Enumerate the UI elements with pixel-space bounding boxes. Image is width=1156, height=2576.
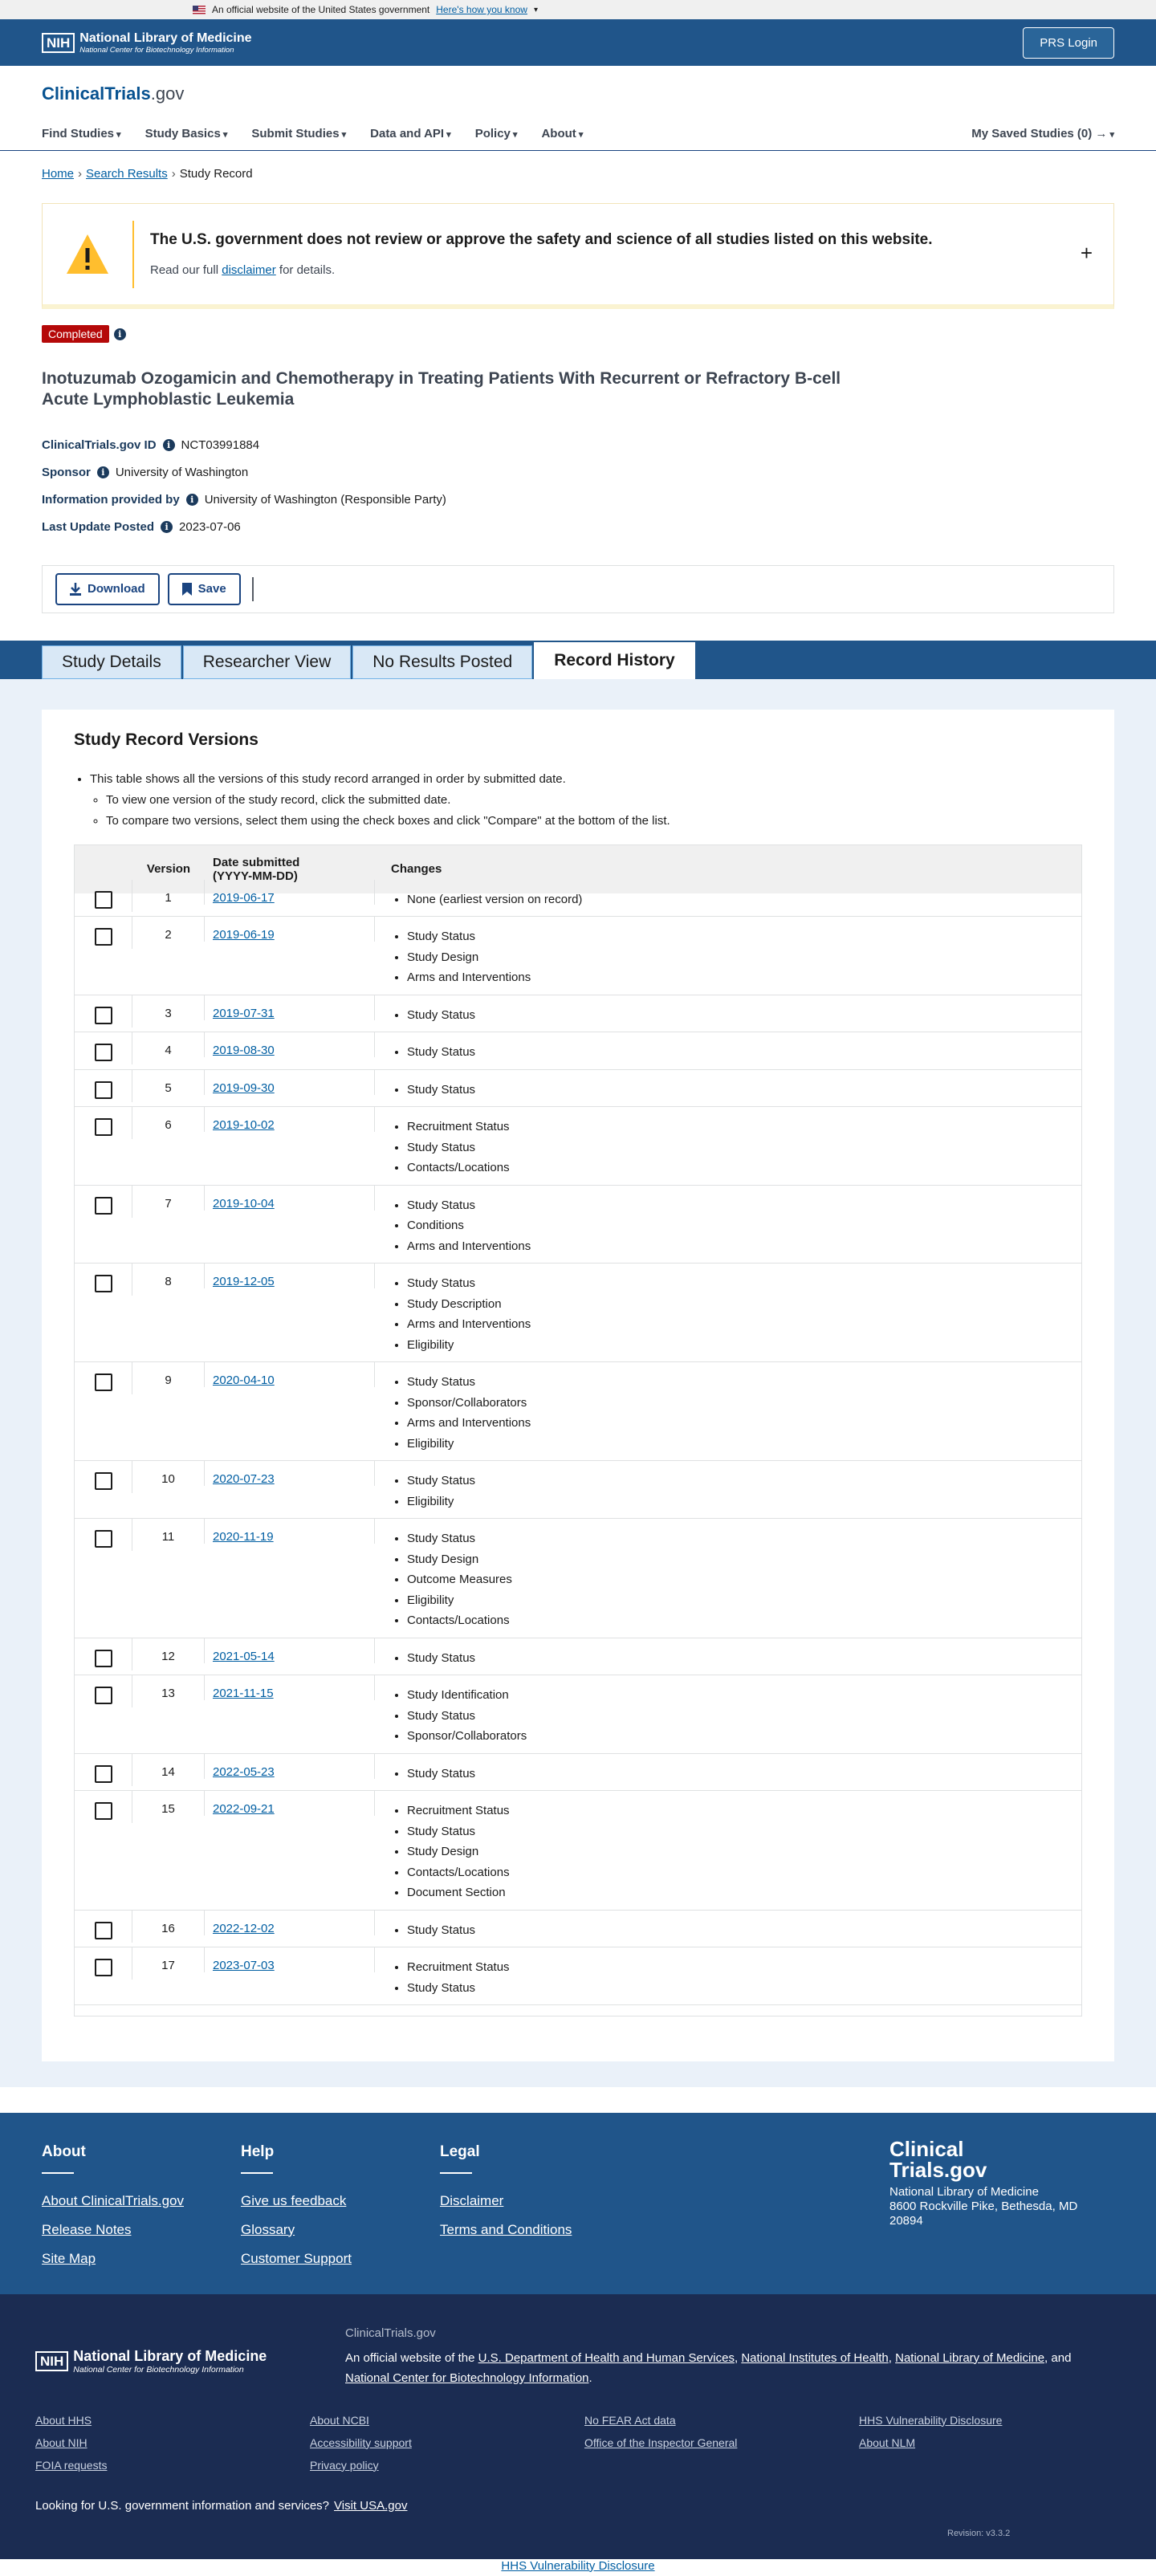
footer-brand: Clinical Trials.gov National Library of Medicine 8600 Rockville Pike, Bethesda, MD 20894: [889, 2139, 1098, 2228]
hhs-link[interactable]: U.S. Department of Health and Human Services: [478, 2350, 735, 2365]
table-row: [75, 1638, 1081, 1676]
version-date-link[interactable]: 2023-07-03: [213, 1959, 275, 1972]
prs-login-button[interactable]: PRS Login: [1023, 27, 1114, 59]
info-icon[interactable]: i: [163, 439, 175, 451]
changes-cell: [375, 1032, 1081, 1069]
record-history-section: [0, 679, 1156, 2087]
nav-about[interactable]: About ▾: [541, 127, 583, 140]
nih-link[interactable]: National Institutes of Health: [741, 2350, 889, 2365]
table-row: [75, 1791, 1081, 1911]
nlm-link[interactable]: National Library of Medicine: [895, 2350, 1045, 2365]
info-icon[interactable]: i: [186, 494, 198, 506]
change-item: • Eligibility: [407, 1491, 1081, 1512]
version-date-link[interactable]: 2019-10-02: [213, 1118, 275, 1132]
version-number: 8: [132, 1264, 205, 1288]
date-cell: [205, 1675, 375, 1700]
instruction-compare: ◦ To compare two versions, select them using the check boxes and click "Compare" at the bottom of the list.: [106, 811, 1082, 832]
disclaimer-banner: [42, 203, 1114, 309]
footer-link[interactable]: Terms and Conditions: [440, 2221, 572, 2237]
change-item: • Study Status: [407, 1080, 1081, 1101]
nlm-link-item[interactable]: Office of the Inspector General: [584, 2436, 738, 2449]
disclaimer-divider: [132, 221, 134, 288]
status-badge: Completed: [42, 325, 109, 343]
footer-logo-1: Clinical: [889, 2136, 964, 2161]
table-row: [75, 1264, 1081, 1362]
version-date-link[interactable]: 2020-07-23: [213, 1472, 275, 1486]
version-checkbox[interactable]: [95, 1530, 112, 1548]
change-item: • Contacts/Locations: [407, 1610, 1081, 1631]
breadcrumb-home[interactable]: Home: [42, 167, 75, 181]
change-item: • Contacts/Locations: [407, 1862, 1081, 1883]
changes-cell: [375, 1519, 1081, 1638]
footer-link[interactable]: About ClinicalTrials.gov: [42, 2192, 184, 2208]
version-number: 11: [132, 1519, 205, 1544]
date-cell: [205, 1947, 375, 1972]
change-item: • Study Status: [407, 1528, 1081, 1549]
nlm-link-item[interactable]: About HHS: [35, 2413, 92, 2427]
change-item: • Study Status: [407, 926, 1081, 947]
date-cell: [205, 1461, 375, 1486]
info-icon[interactable]: i: [114, 328, 126, 340]
change-item: • Study Description: [407, 1294, 1081, 1315]
version-number: 13: [132, 1675, 205, 1700]
date-cell: [205, 1107, 375, 1132]
row-checkbox-cell: [75, 1638, 132, 1671]
date-cell: [205, 1638, 375, 1663]
changes-cell: [375, 1754, 1081, 1791]
disclaimer-text: Read our full disclaimer for details.: [150, 263, 336, 277]
changes-cell: [375, 1070, 1081, 1107]
date-cell: [205, 1519, 375, 1544]
change-item: • Study Status: [407, 1821, 1081, 1842]
nih-logo[interactable]: [42, 31, 252, 55]
table-row: [75, 1754, 1081, 1792]
download-button[interactable]: Download: [55, 573, 160, 605]
changes-cell: [375, 1186, 1081, 1264]
date-cell: [205, 1070, 375, 1095]
row-checkbox-cell: [75, 917, 132, 949]
table-row: [75, 1461, 1081, 1519]
row-checkbox-cell: [75, 1519, 132, 1551]
study-tabs: [0, 641, 1156, 679]
version-checkbox[interactable]: [95, 1044, 112, 1061]
version-checkbox[interactable]: [95, 1197, 112, 1215]
footer-legal: Legal Disclaimer Terms and Conditions: [440, 2143, 639, 2264]
footer-link[interactable]: Customer Support: [241, 2250, 352, 2266]
download-icon: [70, 583, 81, 596]
tab-record-history[interactable]: Record History: [534, 642, 695, 679]
version-checkbox[interactable]: [95, 1081, 112, 1099]
change-item: • Arms and Interventions: [407, 967, 1081, 988]
row-checkbox-cell: [75, 1675, 132, 1707]
change-item: • Study Status: [407, 1042, 1081, 1063]
breadcrumb-current: Study Record: [179, 167, 253, 181]
changes-cell: [375, 1638, 1081, 1675]
changes-cell: [375, 1362, 1081, 1460]
info-icon[interactable]: i: [97, 466, 109, 478]
date-cell: [205, 1264, 375, 1288]
nlm-link-item[interactable]: Accessibility support: [310, 2436, 412, 2449]
meta-row: [42, 514, 1114, 541]
change-item: • Recruitment Status: [407, 1117, 1081, 1137]
change-item: • Outcome Measures: [407, 1569, 1081, 1590]
study-meta: [42, 432, 1114, 541]
changes-cell: [375, 1947, 1081, 2004]
row-checkbox-cell: [75, 1791, 132, 1823]
footer-link[interactable]: Disclaimer: [440, 2192, 504, 2208]
meta-value: University of Washington (Responsible Party): [204, 493, 446, 507]
nlm-link-item[interactable]: About NIH: [35, 2436, 88, 2449]
version-checkbox[interactable]: [95, 1765, 112, 1783]
version-checkbox[interactable]: [95, 1922, 112, 1939]
version-date-link[interactable]: 2021-11-15: [213, 1687, 274, 1700]
version-number: 6: [132, 1107, 205, 1132]
change-item: • Arms and Interventions: [407, 1314, 1081, 1335]
version-date-link[interactable]: 2019-09-30: [213, 1080, 275, 1095]
tab-no-results-posted[interactable]: No Results Posted: [352, 645, 532, 679]
nlm-logo[interactable]: NIH National Library of Medicine National Center for Biotechnology Information: [35, 2334, 297, 2388]
version-date-link[interactable]: 2019-08-30: [213, 1044, 275, 1057]
revision: Revision: v3.3.2: [947, 2528, 1011, 2538]
row-checkbox-cell: [75, 1264, 132, 1296]
date-cell: [205, 880, 375, 905]
date-cell: [205, 1186, 375, 1211]
version-number: 10: [132, 1461, 205, 1486]
footer-link[interactable]: Glossary: [241, 2221, 295, 2237]
version-number: 3: [132, 995, 205, 1020]
row-checkbox-cell: [75, 1362, 132, 1394]
change-item: • Conditions: [407, 1215, 1081, 1236]
row-checkbox-cell: [75, 1754, 132, 1786]
table-row: [75, 1070, 1081, 1108]
disclaimer-title: The U.S. government does not review or approve the safety and science of all studies listed on this website.: [150, 231, 933, 248]
version-number: 5: [132, 1070, 205, 1095]
nav-submit-studies[interactable]: Submit Studies ▾: [251, 127, 346, 140]
version-number: 12: [132, 1638, 205, 1663]
change-item: • Contacts/Locations: [407, 1158, 1081, 1178]
main-nav: [0, 117, 1156, 151]
version-number: 14: [132, 1754, 205, 1779]
toolbar-divider: [252, 577, 254, 601]
study-title: Inotuzumab Ozogamicin and Chemotherapy in Treating Patients With Recurrent or Refractory B-cell Acute Lymphoblastic Leukemia: [42, 369, 841, 409]
nlm-footer: [0, 2294, 1156, 2559]
change-item: • Study Design: [407, 1549, 1081, 1570]
meta-value: 2023-07-06: [179, 520, 241, 534]
nlm-link-item[interactable]: FOIA requests: [35, 2458, 108, 2472]
footer-link[interactable]: Give us feedback: [241, 2192, 347, 2208]
meta-value: University of Washington: [115, 466, 249, 479]
changes-cell: [375, 1911, 1081, 1947]
table-row: [75, 1911, 1081, 1948]
change-item: • Study Status: [407, 1195, 1081, 1216]
meta-label: Sponsor: [42, 466, 91, 479]
version-checkbox[interactable]: [95, 1650, 112, 1667]
vuln-disclosure-link[interactable]: HHS Vulnerability Disclosure: [501, 2558, 655, 2573]
version-checkbox[interactable]: [95, 1118, 112, 1136]
change-item: • Study Status: [407, 1005, 1081, 1026]
date-cell: [205, 995, 375, 1020]
gov-banner-text: An official website of the United States government: [212, 4, 430, 15]
row-checkbox-cell: [75, 1461, 132, 1493]
versions-card: [42, 710, 1114, 2061]
version-checkbox[interactable]: [95, 928, 112, 946]
nav-find-studies[interactable]: Find Studies ▾: [42, 127, 121, 140]
table-row: [75, 1519, 1081, 1638]
row-checkbox-cell: [75, 995, 132, 1028]
bookmark-icon: [182, 583, 192, 596]
table-row: [75, 1362, 1081, 1461]
change-item: • Arms and Interventions: [407, 1413, 1081, 1434]
change-item: • Study Status: [407, 1648, 1081, 1669]
meta-value: NCT03991884: [181, 438, 260, 452]
header-date: Date submitted (YYYY-MM-DD): [213, 855, 300, 883]
nlm-name: National Library of Medicine: [79, 31, 252, 45]
table-row: [75, 917, 1081, 995]
version-checkbox[interactable]: [95, 1959, 112, 1976]
change-item: • Document Section: [407, 1882, 1081, 1903]
meta-row: [42, 486, 1114, 514]
date-cell: [205, 1911, 375, 1935]
nlm-link-item[interactable]: About NCBI: [310, 2413, 369, 2427]
change-item: • Study Design: [407, 1841, 1081, 1862]
version-date-link[interactable]: 2022-09-21: [213, 1802, 275, 1816]
changes-cell: [375, 917, 1081, 995]
meta-label: Last Update Posted: [42, 520, 155, 534]
version-date-link[interactable]: 2019-07-31: [213, 1006, 275, 1020]
usa-gov-link[interactable]: Visit USA.gov: [334, 2498, 408, 2513]
version-checkbox[interactable]: [95, 1007, 112, 1024]
change-item: • None (earliest version on record): [407, 889, 1081, 910]
changes-cell: [375, 880, 1081, 917]
meta-label: ClinicalTrials.gov ID: [42, 438, 157, 452]
warning-icon: [65, 232, 110, 277]
versions-table: [74, 844, 1082, 2016]
site-footer: [0, 2113, 1156, 2294]
header-changes: Changes: [391, 862, 442, 876]
version-checkbox[interactable]: [95, 1373, 112, 1391]
disclaimer-link[interactable]: disclaimer: [222, 263, 276, 277]
ncbi-link[interactable]: National Center for Biotechnology Information: [345, 2370, 589, 2385]
nav-study-basics[interactable]: Study Basics ▾: [145, 127, 228, 140]
footer-link[interactable]: Release Notes: [42, 2221, 132, 2237]
versions-instructions: [74, 769, 1082, 832]
change-item: • Sponsor/Collaborators: [407, 1393, 1081, 1414]
version-checkbox[interactable]: [95, 891, 112, 909]
meta-label: Information provided by: [42, 493, 180, 507]
status-row: [42, 325, 1114, 343]
nlm-link-item[interactable]: Privacy policy: [310, 2458, 379, 2472]
versions-heading: Study Record Versions: [74, 730, 258, 749]
tab-researcher-view[interactable]: Researcher View: [183, 645, 352, 679]
meta-row: [42, 432, 1114, 459]
breadcrumb: Home › Search Results › Study Record: [42, 167, 253, 181]
date-cell: [205, 1791, 375, 1816]
nlm-official-text: An official website of the U.S. Department of Health and Human Services, National Institutes of Health, National Library of Medicine, and National Center for Biotechnology Information.: [345, 2350, 1072, 2385]
table-row: [75, 1675, 1081, 1754]
change-item: • Study Design: [407, 947, 1081, 968]
save-button[interactable]: Save: [168, 573, 241, 605]
version-checkbox[interactable]: [95, 1802, 112, 1820]
version-number: 16: [132, 1911, 205, 1935]
site-brand[interactable]: [0, 66, 1156, 117]
footer-about: About About ClinicalTrials.gov Release Notes Site Map: [42, 2143, 241, 2264]
version-checkbox[interactable]: [95, 1472, 112, 1490]
version-date-link[interactable]: 2020-04-10: [213, 1373, 275, 1387]
nlm-link-item[interactable]: No FEAR Act data: [584, 2413, 676, 2427]
change-item: • Study Status: [407, 1764, 1081, 1784]
meta-row: [42, 459, 1114, 486]
nlm-link-item[interactable]: HHS Vulnerability Disclosure: [859, 2413, 1003, 2427]
row-checkbox-cell: [75, 1947, 132, 1980]
usa-gov-line: Looking for U.S. government information and services? Visit USA.gov: [35, 2498, 408, 2513]
version-number: 9: [132, 1362, 205, 1387]
vuln-disclosure-bottom: [0, 2559, 1156, 2576]
version-date-link[interactable]: 2019-12-05: [213, 1275, 275, 1288]
instruction-intro: • This table shows all the versions of this study record arranged in order by submitted date.: [90, 769, 1082, 790]
table-body: [75, 880, 1081, 1995]
change-item: • Study Status: [407, 1137, 1081, 1158]
change-item: • Eligibility: [407, 1434, 1081, 1455]
version-checkbox[interactable]: [95, 1275, 112, 1292]
row-checkbox-cell: [75, 1107, 132, 1139]
row-checkbox-cell: [75, 1032, 132, 1064]
nav-data-and-api[interactable]: Data and API ▾: [370, 127, 451, 140]
nlm-source: ClinicalTrials.gov: [345, 2326, 436, 2340]
change-item: • Study Status: [407, 1920, 1081, 1941]
instruction-view: ◦ To view one version of the study record, click the submitted date.: [106, 790, 1082, 811]
table-row: [75, 1947, 1081, 2005]
changes-cell: [375, 1264, 1081, 1361]
changes-cell: [375, 1461, 1081, 1518]
change-item: • Eligibility: [407, 1335, 1081, 1356]
version-date-link[interactable]: 2022-05-23: [213, 1764, 275, 1779]
version-number: 4: [132, 1032, 205, 1057]
nlm-links: [35, 2414, 1121, 2472]
nlm-link-item[interactable]: About NLM: [859, 2436, 916, 2449]
version-date-link[interactable]: 2019-06-17: [213, 890, 275, 905]
change-item: • Study Identification: [407, 1685, 1081, 1706]
change-item: • Study Status: [407, 1706, 1081, 1727]
gov-banner: [0, 0, 1156, 19]
row-checkbox-cell: [75, 1186, 132, 1218]
row-checkbox-cell: [75, 1070, 132, 1102]
version-number: 15: [132, 1791, 205, 1816]
table-row: [75, 880, 1081, 918]
change-item: • Study Status: [407, 1471, 1081, 1491]
action-bar: [42, 565, 1114, 613]
footer-link[interactable]: Site Map: [42, 2250, 96, 2266]
change-item: • Arms and Interventions: [407, 1236, 1081, 1257]
date-cell: [205, 917, 375, 942]
changes-cell: [375, 1791, 1081, 1910]
version-number: 7: [132, 1186, 205, 1211]
nav-policy[interactable]: Policy ▾: [475, 127, 518, 140]
version-date-link[interactable]: 2022-12-02: [213, 1921, 275, 1935]
info-icon[interactable]: i: [161, 521, 173, 533]
changes-cell: [375, 995, 1081, 1032]
change-item: • Study Status: [407, 1273, 1081, 1294]
chevron-down-icon: ▾: [533, 5, 538, 14]
date-cell: [205, 1032, 375, 1057]
table-row: [75, 995, 1081, 1033]
change-item: • Recruitment Status: [407, 1801, 1081, 1821]
ncbi-name: National Center for Biotechnology Information: [79, 45, 234, 55]
expand-plus-icon[interactable]: +: [1080, 241, 1093, 265]
footer-logo-2: Trials.gov: [889, 2157, 987, 2182]
change-item: • Eligibility: [407, 1590, 1081, 1611]
change-item: • Study Status: [407, 1372, 1081, 1393]
change-item: • Sponsor/Collaborators: [407, 1726, 1081, 1747]
change-item: • Study Status: [407, 1978, 1081, 1999]
header-version: Version: [146, 862, 191, 876]
table-row: [75, 1107, 1081, 1186]
nih-header: [0, 19, 1156, 66]
row-checkbox-cell: [75, 1911, 132, 1943]
date-cell: [205, 1362, 375, 1387]
version-checkbox[interactable]: [95, 1687, 112, 1704]
table-row: [75, 1186, 1081, 1264]
how-you-know-link[interactable]: Here's how you know: [436, 4, 527, 15]
date-cell: [205, 1754, 375, 1779]
saved-studies-link[interactable]: My Saved Studies (0) → ▾: [971, 127, 1114, 140]
us-flag-icon: [193, 6, 206, 14]
change-item: • Recruitment Status: [407, 1957, 1081, 1978]
version-date-link[interactable]: 2021-05-14: [213, 1649, 275, 1663]
nih-box: NIH: [42, 33, 75, 53]
version-number: 1: [132, 880, 205, 905]
footer-help: Help Give us feedback Glossary Customer Support: [241, 2143, 440, 2264]
breadcrumb-search-results[interactable]: Search Results: [86, 167, 168, 181]
changes-cell: [375, 1107, 1081, 1185]
table-row: [75, 1032, 1081, 1070]
site-logo[interactable]: ClinicalTrials.gov: [42, 83, 185, 104]
version-date-link[interactable]: 2019-10-04: [213, 1196, 275, 1211]
version-date-link[interactable]: 2019-06-19: [213, 928, 275, 942]
tab-study-details[interactable]: Study Details: [42, 645, 181, 679]
version-number: 17: [132, 1947, 205, 1972]
version-number: 2: [132, 917, 205, 942]
changes-cell: [375, 1675, 1081, 1753]
version-date-link[interactable]: 2020-11-19: [213, 1530, 274, 1544]
row-checkbox-cell: [75, 880, 132, 912]
